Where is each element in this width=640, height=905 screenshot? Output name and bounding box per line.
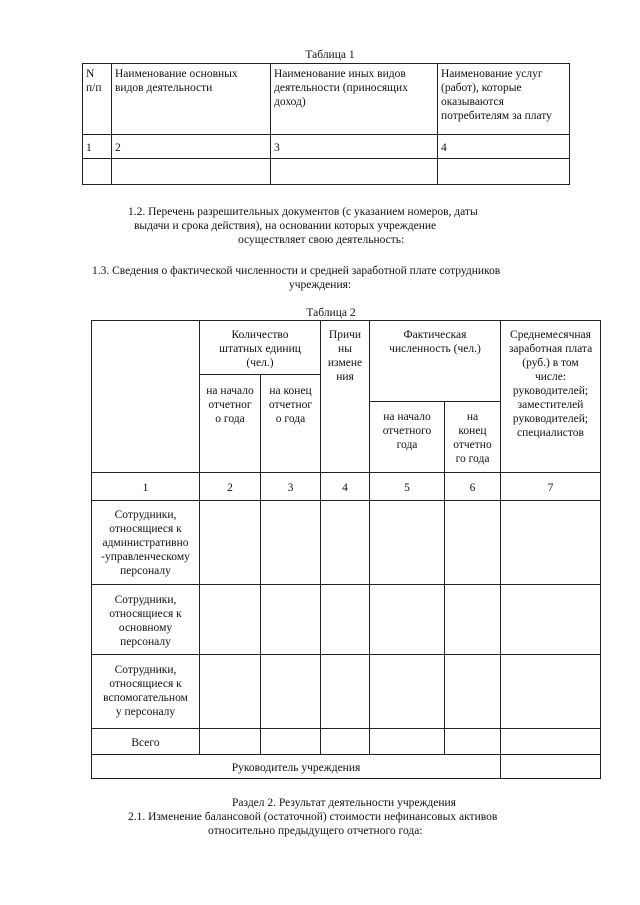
table2-row-admin-label: Сотрудники, относящиеся к административно -управленческому персоналу: [91, 500, 200, 585]
table2-empty-cell: [500, 500, 601, 585]
table2-col-number-6: 6: [444, 472, 501, 501]
table2-empty-cell: [260, 584, 321, 655]
table2-header-staff-end: на конец отчетног о года: [260, 374, 321, 473]
table2-header-actual-count: Фактическая численность (чел.): [369, 320, 501, 402]
table2-empty-cell: [199, 728, 261, 755]
table1-header-main-activities: Наименование основных видов деятельности: [111, 63, 271, 135]
table2-row-total-label: Всего: [91, 728, 200, 755]
table2-empty-cell: [320, 728, 370, 755]
table1-col-number-4: 4: [437, 134, 570, 159]
paragraph-2-1-line-1: 2.1. Изменение балансовой (остаточной) стоимости нефинансовых активов: [128, 811, 498, 823]
table2-col-number-1: 1: [91, 472, 200, 501]
table2-empty-cell: [260, 654, 321, 729]
table1-empty-cell: [437, 158, 570, 185]
table2-row-head-label: Руководитель учреждения: [91, 754, 501, 779]
table2-empty-cell: [500, 728, 601, 755]
table2-header-empty: [91, 320, 200, 473]
table2-empty-cell: [444, 584, 501, 655]
table2-empty-cell: [444, 500, 501, 585]
table2-empty-cell: [199, 584, 261, 655]
paragraph-1-2-line-3: осуществляет свою деятельность:: [238, 234, 405, 246]
table1-col-number-3: 3: [270, 134, 438, 159]
table1-empty-cell: [111, 158, 271, 185]
table1-header-other-activities: Наименование иных видов деятельности (приносящих доход): [270, 63, 438, 135]
table1-header-number: N п/п: [82, 63, 112, 135]
table2-empty-cell: [444, 728, 501, 755]
table2-row-aux-label: Сотрудники, относящиеся к вспомогательном у персоналу: [91, 654, 200, 729]
table1-caption: Таблица 1: [305, 49, 355, 61]
table2-empty-cell: [260, 500, 321, 585]
table2-empty-cell: [369, 500, 445, 585]
table2-header-actual-end: на конец отчетно го года: [444, 401, 501, 473]
table2-col-number-3: 3: [260, 472, 321, 501]
table2-empty-cell: [369, 584, 445, 655]
paragraph-1-3-line-1: 1.3. Сведения о фактической численности и средней заработной плате сотрудников: [92, 265, 501, 277]
paragraph-1-3-line-2: учреждения:: [289, 279, 352, 291]
paragraph-1-2-line-2: выдачи и срока действия), на основании которых учреждение: [134, 220, 437, 232]
table2-header-staff-start: на начало отчетног о года: [199, 374, 261, 473]
table1-header-paid-services: Наименование услуг (работ), которые оказываются потребителям за плату: [437, 63, 570, 135]
paragraph-1-2-line-1: 1.2. Перечень разрешительных документов (с указанием номеров, даты: [128, 206, 478, 218]
table2-col-number-7: 7: [500, 472, 601, 501]
table2-header-avg-salary: Среднемесячная заработная плата (руб.) в том числе: руководителей; заместителей руководителей; специалистов: [500, 320, 601, 473]
table2-empty-cell: [369, 654, 445, 729]
table2-col-number-4: 4: [320, 472, 370, 501]
table2-header-staff-units: Количество штатных единиц (чел.): [199, 320, 321, 375]
table1-empty-cell: [82, 158, 112, 185]
table1-col-number-1: 1: [82, 134, 112, 159]
section-2-title: Раздел 2. Результат деятельности учреждения: [232, 797, 456, 809]
table1-empty-cell: [270, 158, 438, 185]
table2-col-number-5: 5: [369, 472, 445, 501]
paragraph-2-1-line-2: относительно предыдущего отчетного года:: [208, 825, 423, 837]
table2-caption: Таблица 2: [306, 307, 356, 319]
table2-header-actual-start: на начало отчетного года: [369, 401, 445, 473]
table2-empty-cell: [320, 654, 370, 729]
table1-col-number-2: 2: [111, 134, 271, 159]
table2-empty-cell: [500, 584, 601, 655]
table2-empty-cell: [260, 728, 321, 755]
table2-empty-cell: [320, 584, 370, 655]
table2-empty-cell: [320, 500, 370, 585]
table2-empty-cell: [199, 654, 261, 729]
table2-empty-cell: [444, 654, 501, 729]
table2-empty-cell: [500, 754, 601, 779]
table2-col-number-2: 2: [199, 472, 261, 501]
table2-empty-cell: [500, 654, 601, 729]
table2-empty-cell: [369, 728, 445, 755]
table2-header-reasons: Причи ны измене ния: [320, 320, 370, 473]
table2-empty-cell: [199, 500, 261, 585]
table2-row-main-label: Сотрудники, относящиеся к основному персоналу: [91, 584, 200, 655]
